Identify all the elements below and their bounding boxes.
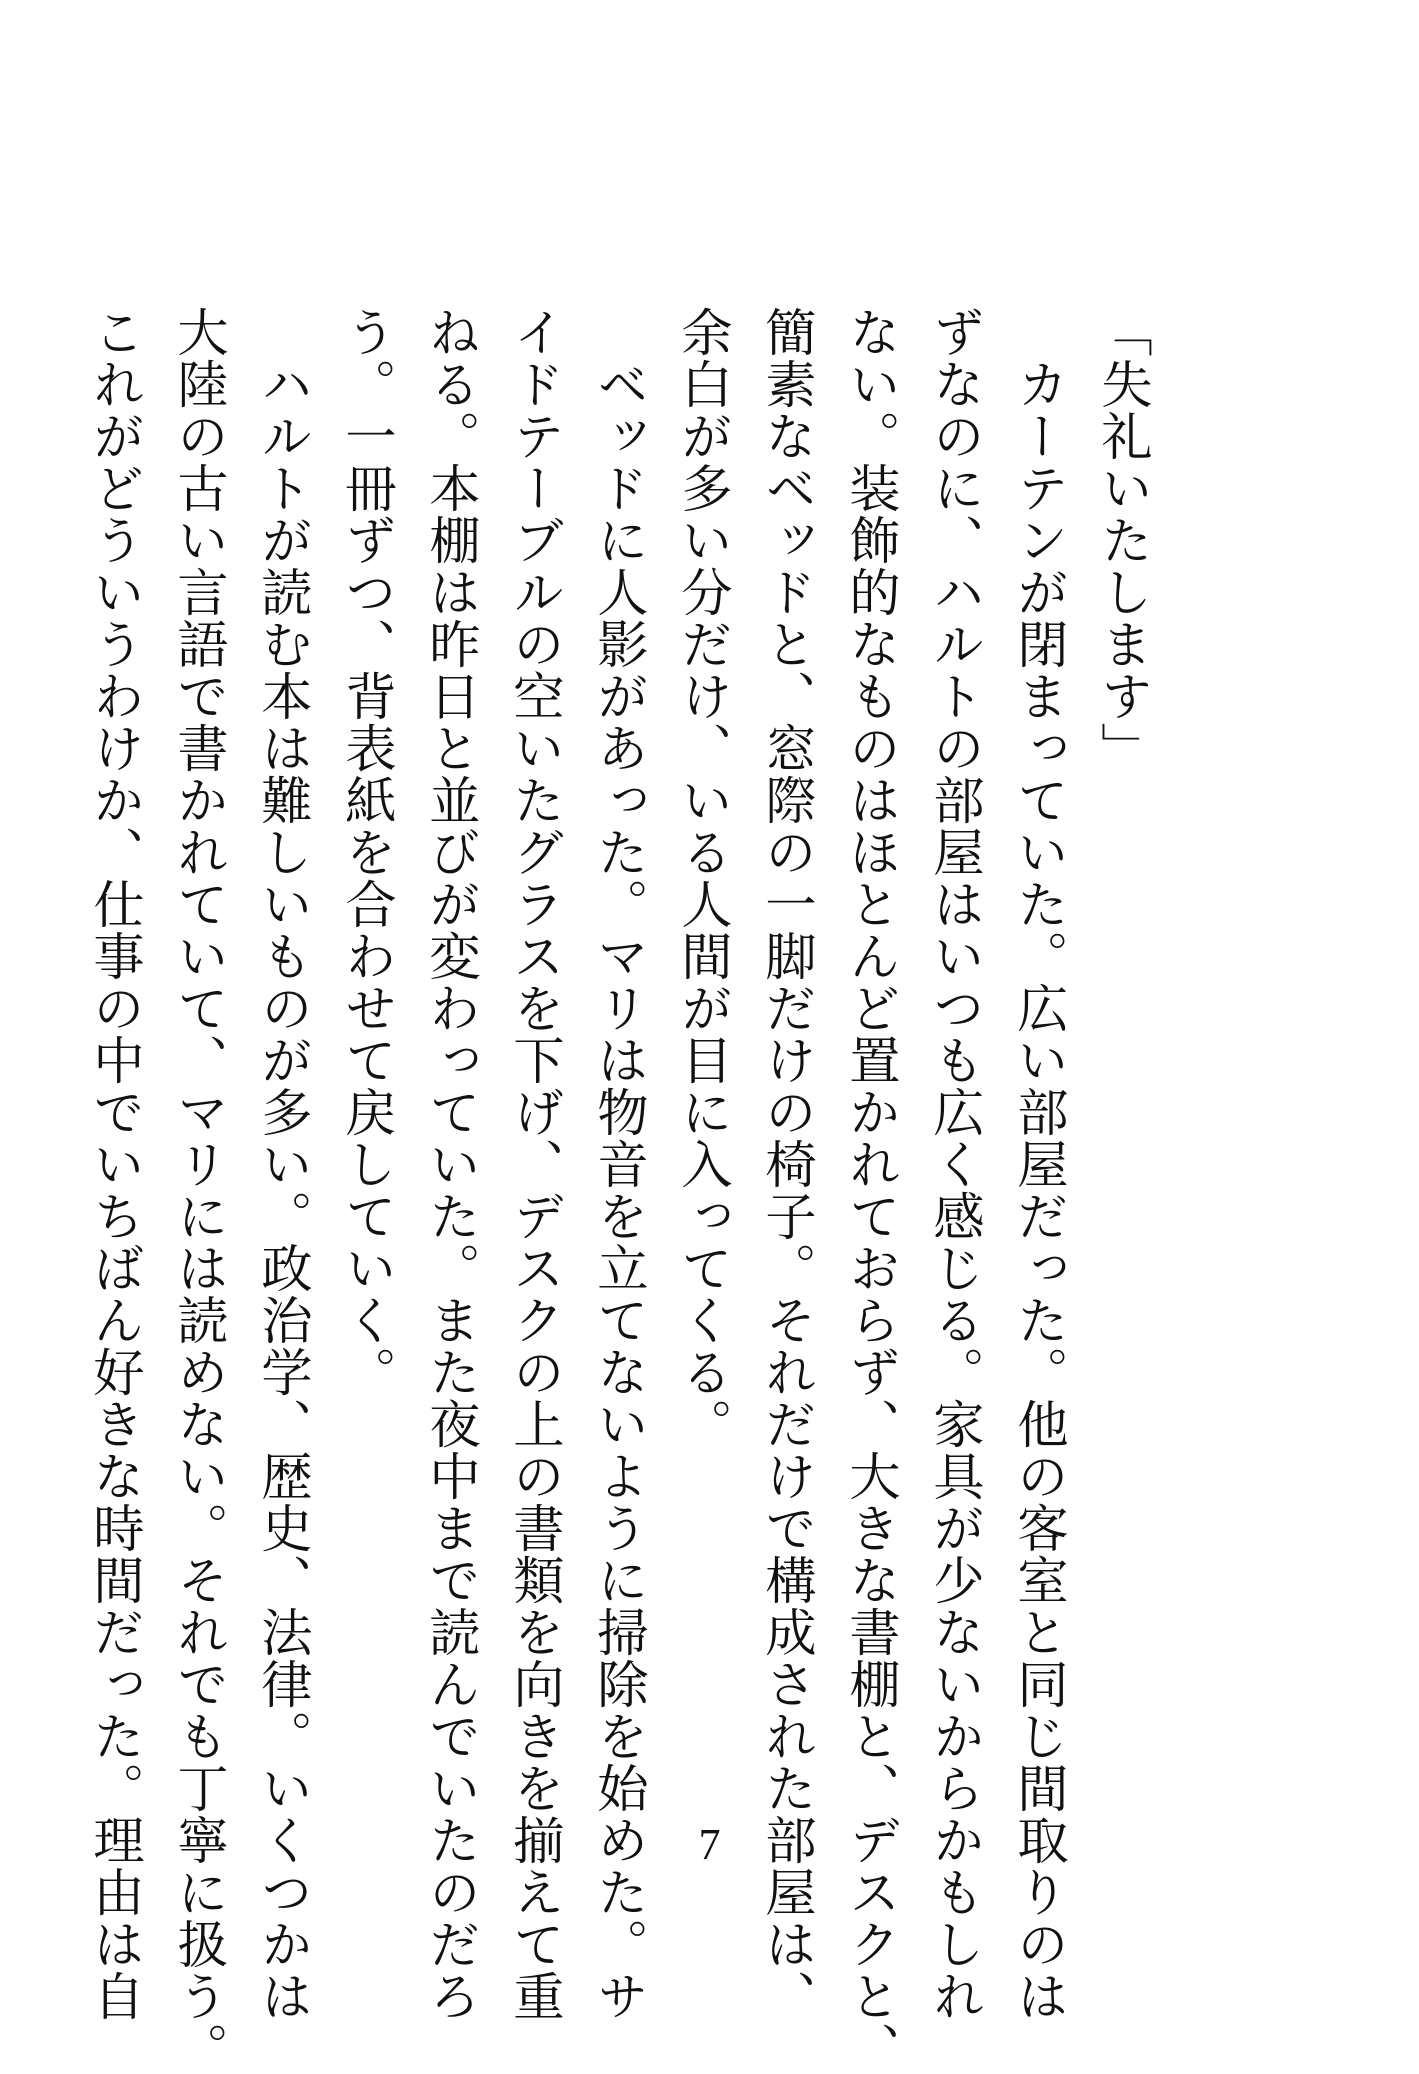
text-line: 余白が多い分だけ、いる人間が目に入ってくる。 <box>672 306 732 1450</box>
text-line: カーテンが閉まっていた。広い部屋だった。他の客室と同じ間取りのは <box>1008 306 1068 2022</box>
text-line: 「失礼いたします」 <box>1092 306 1152 774</box>
text-line: 簡素なベッドと、窓際の一脚だけの椅子。それだけで構成された部屋は、 <box>756 306 816 2022</box>
page-number: 7 <box>698 1820 721 1869</box>
text-line: う。一冊ずつ、背表紙を合わせて戻していく。 <box>336 306 396 1398</box>
text-line: ハルトが読む本は難しいものが多い。政治学、歴史、法律。いくつかは <box>252 306 312 2022</box>
text-line: 大陸の古い言語で書かれていて、マリには読めない。それでも丁寧に扱う。 <box>168 306 228 2074</box>
text-line: ベッドに人影があった。マリは物音を立てないように掃除を始めた。サ <box>588 306 648 2022</box>
text-line: イドテーブルの空いたグラスを下げ、デスクの上の書類を向きを揃えて重 <box>504 306 564 2022</box>
text-line: ずなのに、ハルトの部屋はいつも広く感じる。家具が少ないからかもしれ <box>924 306 984 2022</box>
body-text <box>72 306 1164 2074</box>
text-line: これがどういうわけか、仕事の中でいちばん好きな時間だった。理由は自 <box>84 306 144 2022</box>
text-line: ない。装飾的なものはほとんど置かれておらず、大きな書棚と、デスクと、 <box>840 306 900 2074</box>
text-line: ねる。本棚は昨日と並びが変わっていた。また夜中まで読んでいたのだろ <box>420 306 480 2022</box>
